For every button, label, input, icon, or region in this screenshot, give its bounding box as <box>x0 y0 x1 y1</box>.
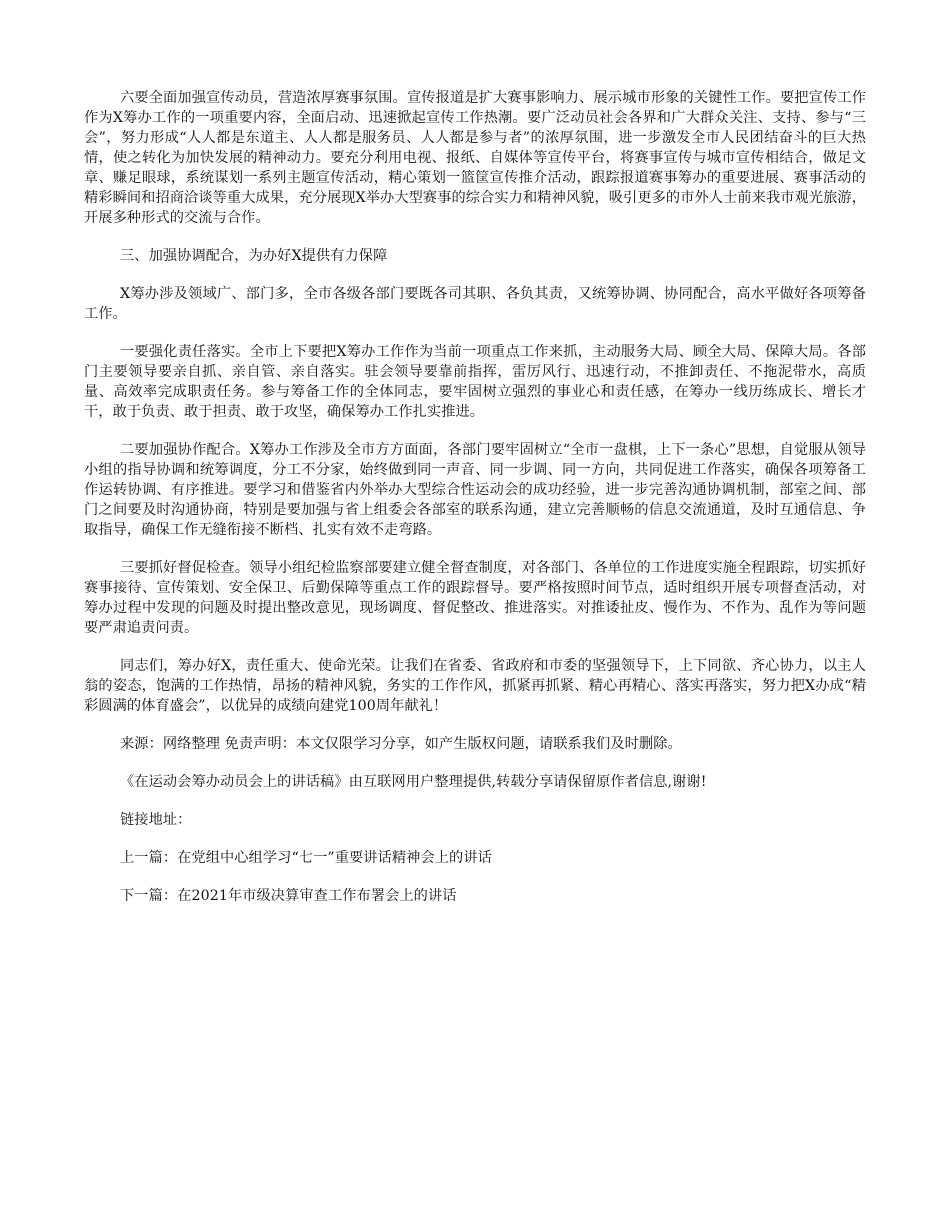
source-disclaimer: 来源：网络整理 免责声明：本文仅限学习分享，如产生版权问题，请联系我们及时删除。 <box>120 736 682 752</box>
next-article-link[interactable]: 下一篇：在2021年市级决算审查工作布署会上的讲话 <box>120 888 457 904</box>
document-body <box>84 88 866 924</box>
previous-article-link[interactable]: 上一篇：在党组中心组学习“七一”重要讲话精神会上的讲话 <box>120 850 492 866</box>
paragraph-supervision: 三要抓好督促检查。领导小组纪检监察部要建立健全督查制度，对各部门、各单位的工作进度实施全程跟踪，切实抓好赛事接待、宣传策划、安全保卫、后勤保障等重点工作的跟踪督导。要严格按照时间节点，适时组织开展专项督查活动，对筹办过程中发现的问题及时提出整改意见，现场调度、督促整改、推进落实。对推诿扯皮、慢作为、不作为、乱作为等问题要严肃追责问责。 <box>84 560 866 636</box>
attribution-note: 《在运动会筹办动员会上的讲话稿》由互联网用户整理提供,转载分享请保留原作者信息,谢谢! <box>120 774 707 790</box>
paragraph-responsibility: 一要强化责任落实。全市上下要把X筹办工作作为当前一项重点工作来抓，主动服务大局、顾全大局、保障大局。各部门主要领导要亲自抓、亲自管、亲自落实。驻会领导要靠前指挥，雷厉风行、迅速行动，不推卸责任、不拖泥带水，高质量、高效率完成职责任务。参与筹备工作的全体同志，要牢固树立强烈的事业心和责任感，在筹办一线历练成长、增长才干，敢于负责、敢于担责、敢于攻坚，确保筹办工作扎实推进。 <box>84 344 866 420</box>
paragraph-cooperation: 二要加强协作配合。X筹办工作涉及全市方方面面，各部门要牢固树立“全市一盘棋，上下一条心”思想，自觉服从领导小组的指导协调和统筹调度，分工不分家，始终做到同一声音、同一步调、同一方向，共同促进工作落实，确保各项筹备工作运转协调、有序推进。要学习和借鉴省内外举办大型综合性运动会的成功经验，进一步完善沟通协调机制，部室之间、部门之间要及时沟通协商，特别是要加强与省上组委会各部室的联系沟通，建立完善顺畅的信息交流通道，及时互通信息、争取指导，确保工作无缝衔接不断档、扎实有效不走弯路。 <box>84 442 866 538</box>
section-heading-coordination: 三、加强协调配合，为办好X提供有力保障 <box>120 248 388 264</box>
paragraph-publicity: 六要全面加强宣传动员，营造浓厚赛事氛围。宣传报道是扩大赛事影响力、展示城市形象的关键性工作。要把宣传工作作为X筹办工作的一项重要内容，全面启动、迅速掀起宣传工作热潮。要广泛动员社会各界和广大群众关注、支持、参与“三会”，努力形成“人人都是东道主、人人都是服务员、人人都是参与者”的浓厚氛围，进一步激发全市人民团结奋斗的巨大热情，使之转化为加快发展的精神动力。要充分利用电视、报纸、自媒体等宣传平台，将赛事宣传与城市宣传相结合，做足文章、赚足眼球，系统谋划一系列主题宣传活动，精心策划一篮筐宣传推介活动，跟踪报道赛事筹办的重要进展、赛事活动的精彩瞬间和招商洽谈等重大成果，充分展现X举办大型赛事的综合实力和精神风貌，吸引更多的市外人士前来我市观光旅游，开展多种形式的交流与合作。 <box>84 90 866 226</box>
link-address-label: 链接地址： <box>120 812 192 828</box>
paragraph-closing: 同志们，筹办好X，责任重大、使命光荣。让我们在省委、省政府和市委的坚强领导下，上下同欲、齐心协力，以主人翁的姿态，饱满的工作热情，昂扬的精神风貌，务实的工作作风，抓紧再抓紧、精心再精心、落实再落实，努力把X办成“精彩圆满的体育盛会”，以优异的成绩向建党100周年献礼！ <box>84 658 866 714</box>
paragraph-coordination-intro: X筹办涉及领域广、部门多，全市各级各部门要既各司其职、各负其责，又统筹协调、协同配合，高水平做好各项筹备工作。 <box>84 286 866 322</box>
